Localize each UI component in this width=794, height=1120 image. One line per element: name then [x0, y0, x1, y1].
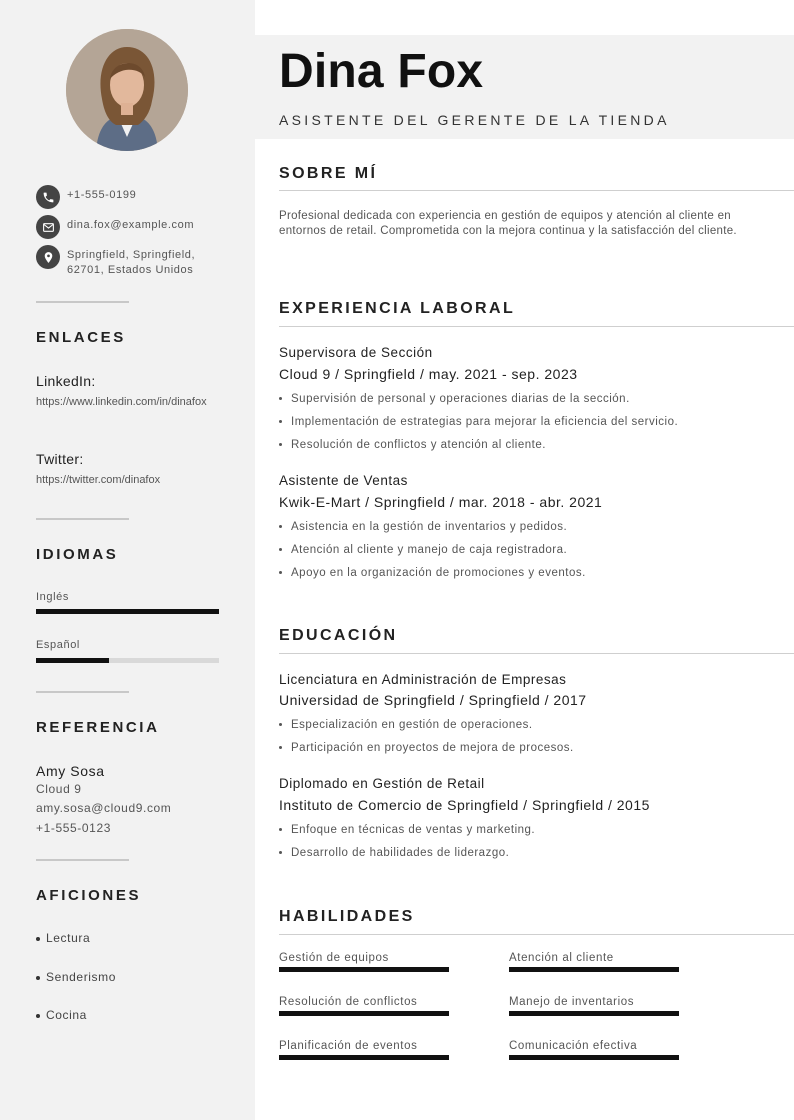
about-text: Profesional dedicada con experiencia en gestión de equipos y atención al cliente en entornos de retail. Comprometida con la mejora continua y la satisfacción del cliente.	[279, 210, 737, 237]
twitter-label: Twitter:	[36, 451, 84, 467]
job-title: ASISTENTE DEL GERENTE DE LA TIENDA	[279, 112, 670, 128]
phone-text: +1-555-0199	[67, 189, 137, 201]
address-line-1: Springfield, Springfield,	[67, 249, 196, 261]
divider	[36, 518, 129, 520]
reference-email[interactable]: amy.sosa@cloud9.com	[36, 801, 172, 815]
job-bullet	[279, 544, 567, 556]
contact-phone	[36, 185, 136, 209]
avatar-photo	[66, 29, 188, 151]
job-bullet	[279, 567, 586, 579]
phone-icon	[36, 185, 60, 209]
job-bullet	[279, 393, 630, 405]
address-text	[67, 248, 195, 278]
language-level-fill	[36, 609, 219, 614]
address-line-2: 62701, Estados Unidos	[67, 264, 194, 276]
twitter-link[interactable]: https://twitter.com/dinafox	[36, 474, 161, 486]
skill-label: Resolución de conflictos	[279, 996, 418, 1008]
languages-heading: IDIOMAS	[36, 546, 119, 563]
linkedin-label: LinkedIn:	[36, 373, 96, 389]
skill-label: Gestión de equipos	[279, 952, 389, 964]
skill-item	[509, 1040, 679, 1060]
language-level-fill	[36, 658, 109, 663]
education-bullet	[279, 847, 509, 859]
hobby-item	[36, 970, 116, 984]
job-org: Cloud 9 / Springfield / may. 2021 - sep. 2023	[279, 366, 578, 382]
skill-item	[279, 1040, 449, 1060]
section-rule	[279, 653, 794, 654]
bullet-text: Especialización en gestión de operaciones.	[291, 719, 533, 731]
bullet-text: Atención al cliente y manejo de caja registradora.	[291, 544, 568, 556]
section-rule	[279, 190, 794, 191]
bullet-text: Supervisión de personal y operaciones diarias de la sección.	[291, 393, 630, 405]
language-label: Inglés	[36, 591, 69, 603]
contact-address	[36, 245, 195, 278]
hobby-label: Cocina	[46, 1008, 87, 1022]
divider	[36, 691, 129, 693]
skill-level-fill	[509, 967, 679, 972]
language-level-bar	[36, 658, 219, 663]
reference-name: Amy Sosa	[36, 763, 105, 779]
bullet-dot	[279, 548, 282, 551]
bullet-text: Resolución de conflictos y atención al cliente.	[291, 439, 546, 451]
bullet-dot	[279, 746, 282, 749]
skill-level-bar	[509, 1011, 679, 1016]
skill-level-bar	[279, 1011, 449, 1016]
divider	[36, 859, 129, 861]
degree-title: Licenciatura en Administración de Empresas	[279, 672, 567, 687]
skill-item	[509, 952, 679, 972]
degree-title: Diplomado en Gestión de Retail	[279, 776, 485, 791]
job-role: Asistente de Ventas	[279, 473, 408, 488]
bullet-dot	[279, 525, 282, 528]
skill-level-bar	[279, 967, 449, 972]
bullet-text: Participación en proyectos de mejora de procesos.	[291, 742, 574, 754]
main-content	[255, 0, 794, 1120]
location-pin-icon	[36, 245, 60, 269]
education-bullet	[279, 719, 533, 731]
bullet-text: Asistencia en la gestión de inventarios y pedidos.	[291, 521, 568, 533]
skill-label: Atención al cliente	[509, 952, 614, 964]
hobby-label: Senderismo	[46, 970, 117, 984]
reference-company: Cloud 9	[36, 782, 82, 796]
bullet-dot	[36, 1014, 40, 1018]
skill-level-bar	[509, 1055, 679, 1060]
email-text[interactable]: dina.fox@example.com	[67, 219, 195, 231]
skill-level-bar	[509, 967, 679, 972]
language-label: Español	[36, 639, 80, 651]
links-heading: ENLACES	[36, 329, 126, 346]
education-heading: EDUCACIÓN	[279, 627, 398, 644]
hobby-label: Lectura	[46, 931, 91, 945]
reference-phone: +1-555-0123	[36, 821, 111, 835]
avatar	[66, 29, 188, 151]
bullet-dot	[279, 420, 282, 423]
email-icon	[36, 215, 60, 239]
degree-institution: Instituto de Comercio de Springfield / Springfield / 2015	[279, 797, 650, 813]
skill-label: Planificación de eventos	[279, 1040, 418, 1052]
job-bullet	[279, 439, 546, 451]
linkedin-link[interactable]: https://www.linkedin.com/in/dinafox	[36, 396, 207, 408]
bullet-dot	[279, 851, 282, 854]
education-bullet	[279, 824, 535, 836]
skill-label: Manejo de inventarios	[509, 996, 635, 1008]
bullet-text: Apoyo en la organización de promociones y eventos.	[291, 567, 586, 579]
full-name: Dina Fox	[279, 45, 484, 98]
skill-level-bar	[279, 1055, 449, 1060]
hobby-item	[36, 931, 90, 945]
bullet-dot	[279, 723, 282, 726]
language-level-bar	[36, 609, 219, 614]
bullet-text: Desarrollo de habilidades de liderazgo.	[291, 847, 510, 859]
skill-level-fill	[279, 1055, 449, 1060]
bullet-dot	[279, 443, 282, 446]
job-bullet	[279, 521, 567, 533]
divider	[36, 301, 129, 303]
skill-item	[279, 952, 449, 972]
reference-heading: REFERENCIA	[36, 719, 160, 736]
bullet-text: Implementación de estrategias para mejorar la eficiencia del servicio.	[291, 416, 679, 428]
bullet-dot	[36, 937, 40, 941]
skill-label: Comunicación efectiva	[509, 1040, 638, 1052]
sidebar	[0, 0, 255, 1120]
contact-email	[36, 215, 194, 239]
education-bullet	[279, 742, 574, 754]
skill-item	[279, 996, 449, 1016]
job-org: Kwik-E-Mart / Springfield / mar. 2018 - abr. 2021	[279, 494, 603, 510]
bullet-dot	[279, 828, 282, 831]
skill-level-fill	[279, 967, 449, 972]
bullet-dot	[279, 397, 282, 400]
bullet-dot	[36, 976, 40, 980]
hobbies-heading: AFICIONES	[36, 887, 142, 904]
section-rule	[279, 326, 794, 327]
experience-heading: EXPERIENCIA LABORAL	[279, 300, 516, 317]
about-heading: SOBRE MÍ	[279, 165, 378, 182]
hobby-item	[36, 1008, 87, 1022]
job-role: Supervisora de Sección	[279, 345, 433, 360]
bullet-text: Enfoque en técnicas de ventas y marketing.	[291, 824, 536, 836]
job-bullet	[279, 416, 678, 428]
skills-heading: HABILIDADES	[279, 908, 415, 925]
skill-level-fill	[509, 1011, 679, 1016]
skill-level-fill	[279, 1011, 449, 1016]
section-rule	[279, 934, 794, 935]
skill-item	[509, 996, 679, 1016]
degree-institution: Universidad de Springfield / Springfield / 2017	[279, 692, 587, 708]
skill-level-fill	[509, 1055, 679, 1060]
bullet-dot	[279, 571, 282, 574]
